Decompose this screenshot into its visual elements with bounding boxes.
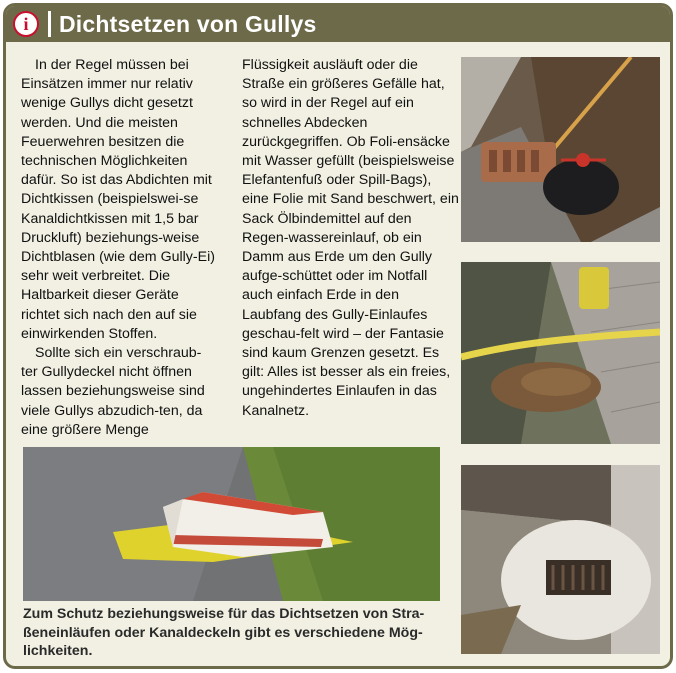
header-divider bbox=[48, 11, 51, 37]
photo-sack-on-foil bbox=[23, 447, 440, 601]
header-bar bbox=[6, 6, 670, 42]
text-column-right bbox=[242, 56, 460, 421]
info-icon: i bbox=[13, 11, 39, 37]
article-title: Dichtsetzen von Gullys bbox=[59, 11, 317, 37]
photo-caption: Zum Schutz beziehungsweise für das Dichtsetzen von Stra-ßeneinläufen oder Kanaldeckeln gibt es verschiedene Mög-lichkeiten. bbox=[23, 606, 425, 659]
photo-binder-around-gully bbox=[461, 465, 660, 654]
text-column-left bbox=[21, 56, 216, 440]
paragraph: Sollte sich ein verschraub-ter Gullydeckel nicht öffnen lassen beziehungsweise sind viele Gullys abzudich-ten, da eine größere Menge bbox=[21, 345, 205, 438]
paragraph: In der Regel müssen bei Einsätzen immer nur relativ wenige Gullys dicht gesetzt werden. Und die meisten Feuerwehren besitzen die technischen Möglichkeiten dafür. So ist das Abdichten mit Dichtkissen (beispielswei-se Kanaldichtkissen mit 1,5 bar Druckluft) beziehungs-weise Dichtblasen (wie dem Gully-Ei) sehr weit verbreitet. Die Haltbarkeit dieser Geräte richtet sich nach den auf sie einwirkenden Stoffen. bbox=[21, 57, 215, 342]
article-box bbox=[3, 3, 673, 669]
photo-soil-dam bbox=[461, 262, 660, 444]
photo-gully-bladder bbox=[461, 57, 660, 242]
paragraph: Flüssigkeit ausläuft oder die Straße ein größeres Gefälle hat, so wird in der Regel auf ein schnelles Abdecken zurückgegriffen. Ob Foli-ensäcke mit Wasser gefüllt (beispielsweise Elefantenfuß oder Spill-Bags), eine Folie mit Sand beschwert, ein Sack Ölbindemittel auf den Regen-wassereinlauf, ob ein Damm aus Erde um den Gully aufge-schüttet oder im Notfall auch einfach Erde in den Laubfang des Gully-Einlaufes geschau-felt wird – der Fantasie sind kaum Grenzen gesetzt. Es gilt: Alles ist besser als ein freies, ungehindertes Einlaufen in das Kanalnetz. bbox=[242, 57, 459, 419]
